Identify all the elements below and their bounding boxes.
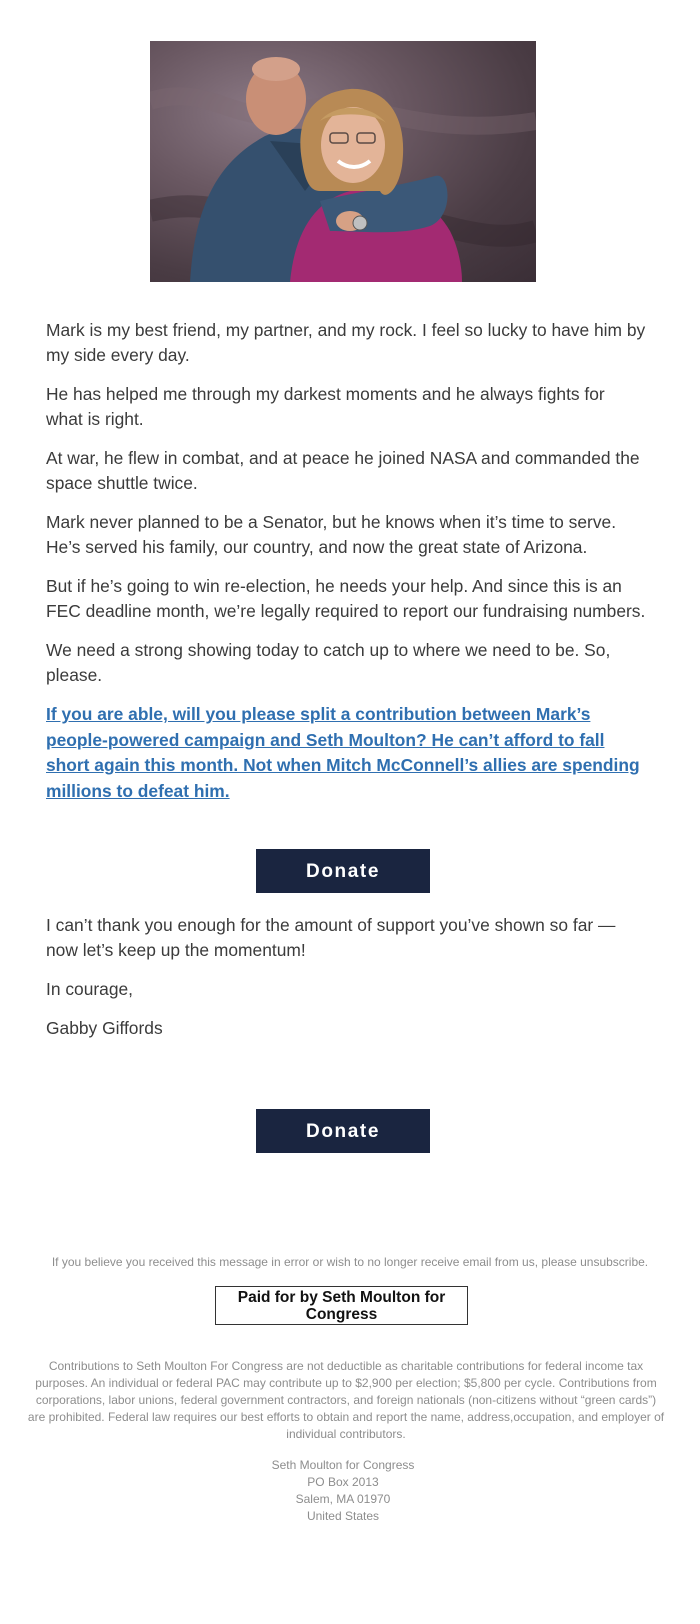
paragraph-3: At war, he flew in combat, and at peace he joined NASA and commanded the space shuttle twice. bbox=[46, 448, 640, 493]
couple-photo-illustration bbox=[150, 41, 536, 282]
address-line-1: Seth Moulton for Congress bbox=[271, 1458, 415, 1472]
signature: Gabby Giffords bbox=[46, 1018, 163, 1038]
donate-button-bottom[interactable]: Donate bbox=[256, 1109, 430, 1153]
paragraph-2: He has helped me through my darkest moments and he always fights for what is right. bbox=[46, 384, 605, 429]
legal-disclaimer: Contributions to Seth Moulton For Congress are not deductible as charitable contributions for federal income tax purposes. An individual or federal PAC may contribute up to $2,900 per election; $5,800 per cycle. Contributions from corporations, labor unions, federal government contractors, and foreign nationals (non-citizens without “green cards”) are prohibited. Federal law requires our best efforts to obtain and report the name, address,occupation, and employer of individual contributors. bbox=[27, 1359, 665, 1441]
hero-photo bbox=[150, 41, 536, 282]
paragraph-6: We need a strong showing today to catch up to where we need to be. So, please. bbox=[46, 640, 611, 685]
message-body bbox=[46, 318, 646, 820]
donate-button-top[interactable]: Donate bbox=[256, 849, 430, 893]
mailing-address bbox=[0, 1457, 686, 1525]
paragraph-1: Mark is my best friend, my partner, and my rock. I feel so lucky to have him by my side every day. bbox=[46, 320, 646, 365]
thanks-paragraph: I can’t thank you enough for the amount of support you’ve shown so far — now let’s keep up the momentum! bbox=[46, 915, 616, 960]
address-line-4: United States bbox=[306, 1509, 380, 1523]
signoff: In courage, bbox=[46, 979, 134, 999]
closing-section bbox=[46, 913, 646, 1055]
paid-for-box: Paid for by Seth Moulton for Congress bbox=[215, 1286, 468, 1325]
unsubscribe-text[interactable]: If you believe you received this message in error or wish to no longer receive email from us, please unsubscribe. bbox=[51, 1255, 649, 1269]
paragraph-5: But if he’s going to win re-election, he needs your help. And since this is an FEC deadline month, we’re legally required to report our fundraising numbers. bbox=[46, 576, 646, 621]
address-line-3: Salem, MA 01970 bbox=[295, 1492, 391, 1506]
address-line-2: PO Box 2013 bbox=[307, 1475, 379, 1489]
paragraph-4: Mark never planned to be a Senator, but he knows when it’s time to serve. He’s served his family, our country, and now the great state of Arizona. bbox=[46, 512, 617, 557]
contribution-link[interactable]: If you are able, will you please split a contribution between Mark’s people-powered campaign and Seth Moulton? He can’t afford to fall short again this month. Not when Mitch McConnell’s allies are spending millions to defeat him. bbox=[46, 704, 640, 801]
